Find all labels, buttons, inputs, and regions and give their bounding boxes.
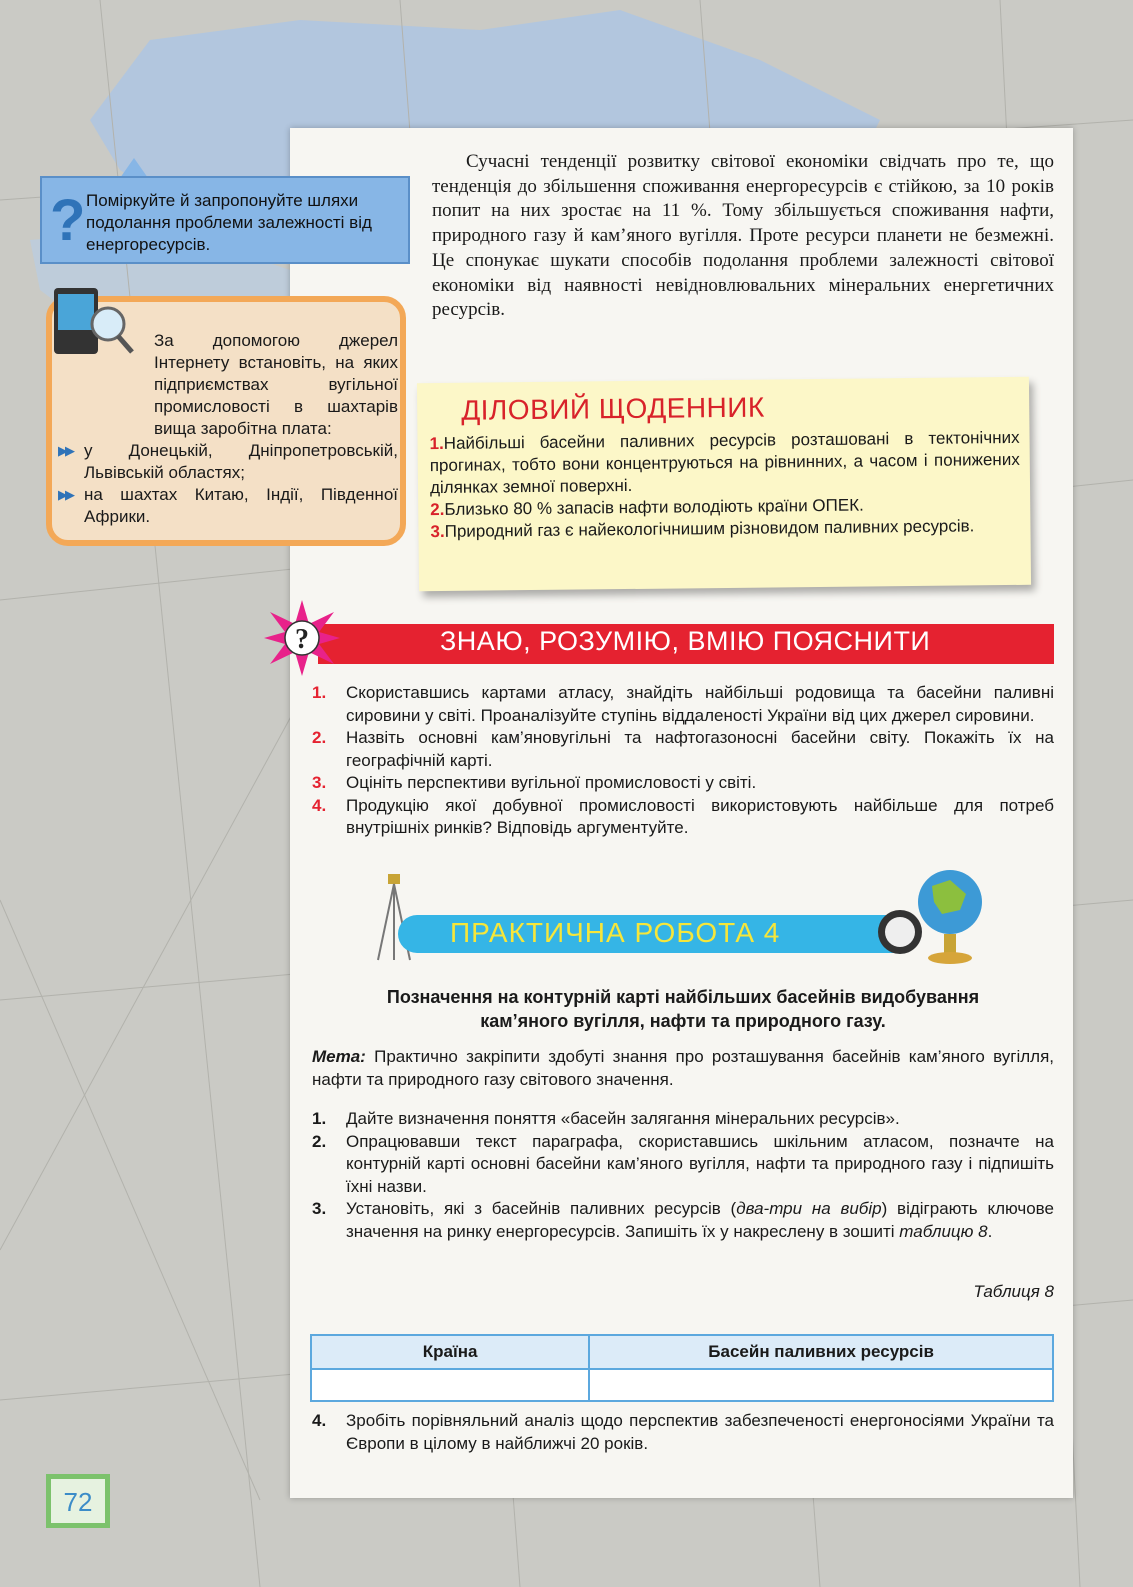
practical-work-subtitle: Позначення на контурній карті найбільших басейнів видобування кам’яного вугілля, нафти та природного газу.	[386, 987, 980, 1031]
page-number-box	[46, 1474, 110, 1528]
practical-task-4	[312, 1410, 1054, 1455]
table-header-row	[311, 1335, 1053, 1369]
know-question-list	[312, 682, 1054, 840]
list-item: 2. Опрацювавши текст параграфа, скориставшись шкільним атласом, позначте на контурній карті основні басейни кам’яного вугілля, нафти та природного газу і підпишіть їхні назви.	[312, 1131, 1054, 1196]
goal-label: Мета:	[312, 1047, 366, 1066]
fast-forward-icon: ▶▶	[58, 443, 72, 458]
diary-item: 1.Найбільші басейни паливних ресурсів розташовані в тектонічних прогинах, тобто вони концентруються на рівнинних, а часом і понижених ділянках земної поверхні.	[429, 427, 1020, 498]
page-number: 72	[63, 1487, 93, 1517]
question-burst-icon	[264, 600, 340, 676]
practical-task-list	[312, 1108, 1054, 1243]
svg-text:?: ?	[295, 624, 309, 655]
table-cell	[589, 1369, 1053, 1401]
list-item: 4. Зробіть порівняльний аналіз щодо перспектив забезпеченості енергоносіями України та Європи в цілому в найближчі 20 років.	[312, 1411, 1054, 1453]
table-caption: Таблиця 8	[973, 1282, 1054, 1301]
list-item: 1. Скориставшись картами атласу, знайдіть найбільші родовища та басейни паливні сировини у світі. Проаналізуйте ступінь віддаленості України від цих джерел сировини.	[312, 683, 1054, 725]
question-box	[40, 176, 410, 264]
globe-compass-icon	[870, 866, 990, 966]
list-item: 1. Дайте визначення поняття «басейн залягання мінеральних ресурсів».	[312, 1109, 900, 1128]
table-header-basin: Басейн паливних ресурсів	[589, 1335, 1053, 1369]
table-header-country: Країна	[311, 1335, 589, 1369]
diary-item: 3.Природний газ є найекологічнишим різновидом паливних ресурсів.	[430, 516, 975, 542]
practical-work-banner	[398, 915, 918, 953]
fast-forward-icon: ▶▶	[58, 487, 72, 502]
diary-item: 2.Близько 80 % запасів нафти володіють країни ОПЕК.	[430, 495, 864, 520]
know-section-title: ЗНАЮ, РОЗУМІЮ, ВМІЮ ПОЯСНИТИ	[440, 626, 931, 656]
list-item: 4. Продукцію якої добувної промисловості використовують найбільше для потреб внутрішніх ринків? Відповідь аргументуйте.	[312, 795, 1054, 837]
know-section-header	[318, 624, 1054, 664]
table-row	[311, 1369, 1053, 1401]
table-8	[310, 1334, 1054, 1402]
list-item: 3. Установіть, які з басейнів паливних ресурсів (два-три на вибір) відіграють ключове значення на ринку енергоресурсів. Запишіть їх у накреслену в зошиті таблицю 8.	[312, 1199, 1054, 1241]
question-box-tail	[120, 158, 148, 178]
practical-work-title: ПРАКТИЧНА РОБОТА 4	[450, 917, 781, 948]
list-item: 2. Назвіть основні кам’яновугільні та нафтогазоносні басейни світу. Покажіть їх на географічній карті.	[312, 728, 1054, 770]
intro-paragraph: Сучасні тенденції розвитку світової економіки свідчать про те, що тенденція до збільшення споживання енергоресурсів є стійкою, за 10 років попит на них зростає на 11 %. Тому збільшується споживання нафти, природного газу й кам’яного вугілля. Проте ресурси планети не безмежні. Це спонукає шукати способів подолання проблеми залежності світової економіки від наявності невідновлювальних мінеральних енергетичних ресурсів.	[432, 151, 1054, 321]
smartphone-magnifier-icon	[52, 288, 136, 360]
business-diary-note	[417, 377, 1031, 591]
list-item: 3. Оцініть перспективи вугільної промисловості у світі.	[312, 773, 757, 792]
table-cell	[311, 1369, 589, 1401]
list-item: ▶▶ у Донецькій, Дніпропетровській, Львівській областях;	[58, 441, 398, 482]
practical-goal: Мета: Практично закріпити здобуті знання про розташування басейнів кам’яного вугілля, нафти та природного газу світового значення.	[312, 1047, 1054, 1089]
question-box-text: Поміркуйте й запропонуйте шляхи подолання проблеми залежності від енергоресурсів.	[86, 191, 372, 254]
list-item: ▶▶ на шахтах Китаю, Індії, Південної Африки.	[58, 485, 398, 526]
internet-task-text: За допомогою джерел Інтернету встановіть, на яких підприємствах вугільної промисловості в шахтарів вища заробітна плата:	[154, 331, 398, 438]
diary-title: ДІЛОВИЙ ЩОДЕННИК	[461, 391, 765, 426]
question-mark-icon: ?	[50, 188, 86, 253]
